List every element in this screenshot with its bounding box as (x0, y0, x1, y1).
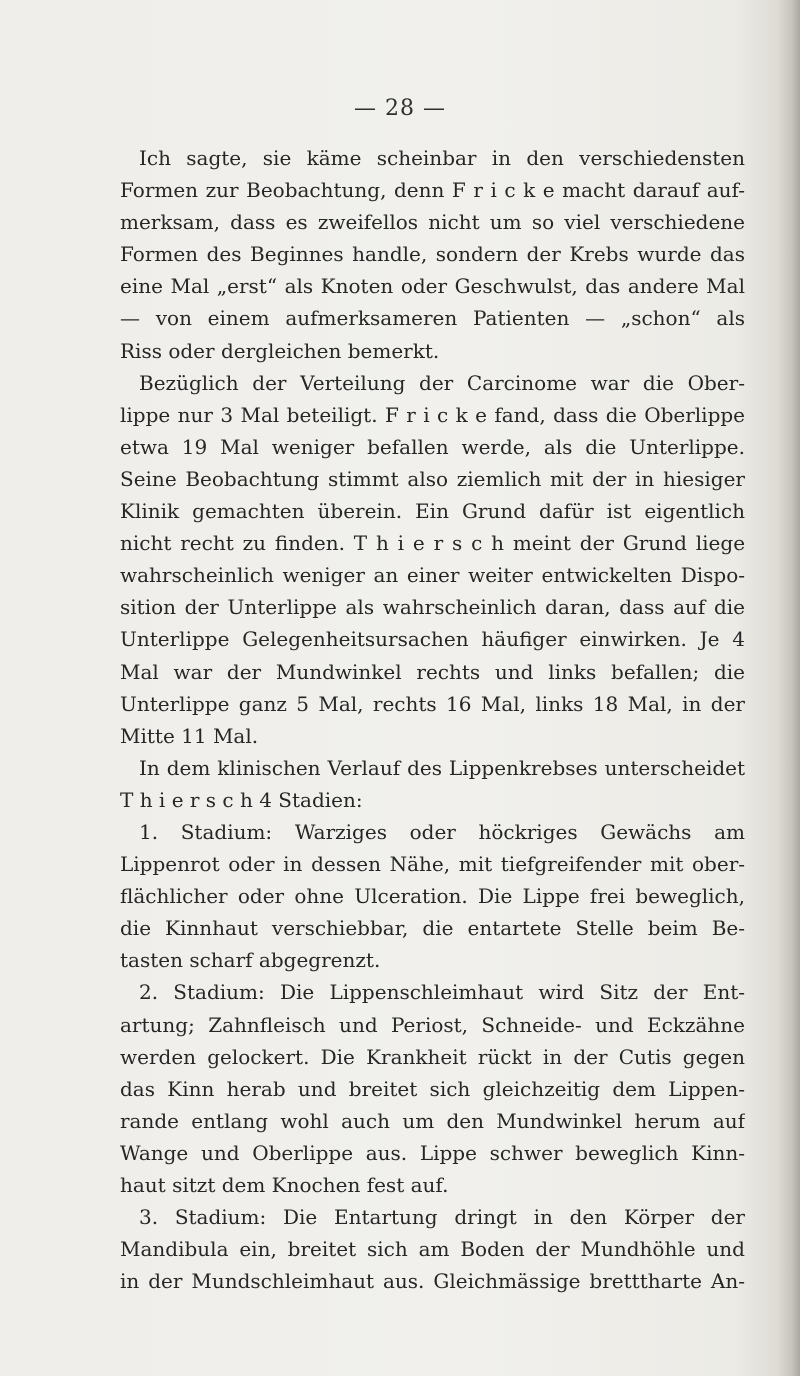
text-line: Formen des Beginnes handle, sondern der Krebs wurde das (120, 242, 745, 267)
text-line: haut sitzt dem Knochen fest auf. (120, 1173, 449, 1197)
page-number: — 28 — (354, 96, 446, 121)
text-line: Klinik gemachten überein. Ein Grund dafür ist eigentlich (120, 499, 745, 524)
text-line: Bezüglich der Verteilung der Carcinome war die Ober- (139, 370, 745, 395)
text-line: rande entlang wohl auch um den Mundwinkel herum auf (120, 1108, 745, 1133)
text-line: Formen zur Beobachtung, denn F r i c k e macht darauf auf- (120, 178, 745, 203)
text-line: Mitte 11 Mal. (120, 723, 259, 748)
page-edge-shadow (778, 0, 800, 1376)
text-line: flächlicher oder ohne Ulceration. Die Lippe frei beweglich, (120, 884, 745, 909)
text-line: Ich sagte, sie käme scheinbar in den verschiedensten (139, 146, 745, 170)
text-line: sition der Unterlippe als wahrscheinlich daran, dass auf die (120, 595, 745, 620)
text-line: wahrscheinlich weniger an einer weiter entwickelten Dispo- (120, 563, 745, 588)
text-line: das Kinn herab und breitet sich gleichzeitig dem Lippen- (120, 1076, 745, 1101)
text-line: In dem klinischen Verlauf des Lippenkrebses unterscheidet (139, 755, 745, 780)
text-line: nicht recht zu finden. T h i e r s c h meint der Grund liege (120, 531, 745, 556)
body-text (120, 142, 745, 1297)
text-line: tasten scharf abgegrenzt. (120, 948, 381, 973)
text-line: lippe nur 3 Mal beteiligt. F r i c k e fand, dass die Oberlippe (120, 402, 745, 427)
text-line: Unterlippe ganz 5 Mal, rechts 16 Mal, links 18 Mal, in der (120, 691, 745, 716)
text-line: Riss oder dergleichen bemerkt. (120, 338, 440, 363)
text-line: T h i e r s c h 4 Stadien: (120, 787, 363, 812)
text-line: Seine Beobachtung stimmt also ziemlich mit der in hiesiger (120, 466, 745, 491)
text-line: 3. Stadium: Die Entartung dringt in den Körper der (139, 1205, 745, 1230)
text-line: in der Mundschleimhaut aus. Gleichmässige bretttharte An- (120, 1269, 745, 1294)
text-line: werden gelockert. Die Krankheit rückt in der Cutis gegen (120, 1044, 745, 1069)
text-line: merksam, dass es zweifellos nicht um so viel verschiedene (120, 210, 745, 235)
text-line: 2. Stadium: Die Lippenschleimhaut wird Sitz der Ent- (139, 980, 745, 1005)
text-line: Unterlippe Gelegenheitsursachen häufiger einwirken. Je 4 (120, 627, 745, 652)
text-line: die Kinnhaut verschiebbar, die entartete Stelle beim Be- (120, 916, 745, 941)
text-line: artung; Zahnfleisch und Periost, Schneide- und Eckzähne (120, 1012, 745, 1037)
text-line: 1. Stadium: Warziges oder höckriges Gewächs am (139, 819, 745, 844)
text-line: Mandibula ein, breitet sich am Boden der Mundhöhle und (120, 1237, 745, 1262)
text-line: Mal war der Mundwinkel rechts und links befallen; die (120, 659, 745, 684)
text-line: Lippenrot oder in dessen Nähe, mit tiefgreifender mit ober- (120, 852, 745, 877)
text-line: eine Mal „erst“ als Knoten oder Geschwulst, das andere Mal (120, 274, 745, 299)
text-line: Wange und Oberlippe aus. Lippe schwer beweglich Kinn- (120, 1140, 745, 1165)
text-line: etwa 19 Mal weniger befallen werde, als die Unterlippe. (120, 434, 745, 459)
text-line: — von einem aufmerksameren Patienten — „schon“ als (120, 306, 745, 331)
